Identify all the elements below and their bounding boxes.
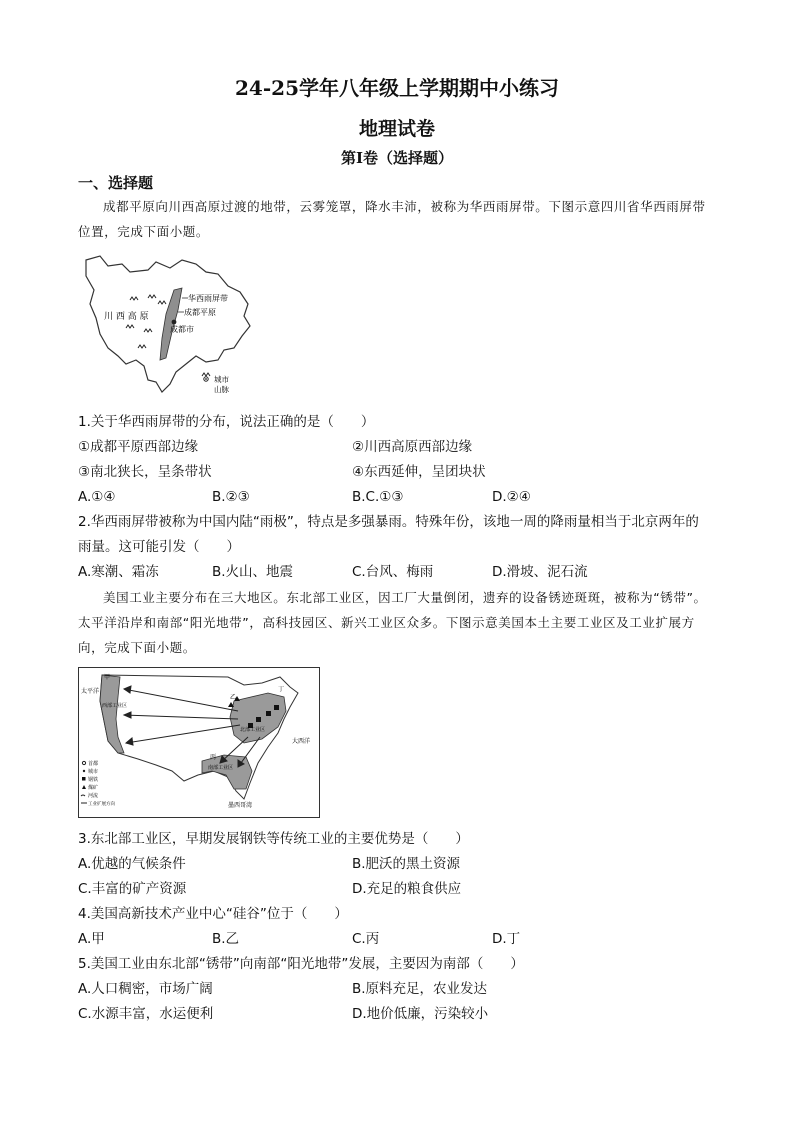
q5-options-row-2 (78, 1002, 728, 1027)
map2-label-yi: 乙 (230, 694, 237, 701)
passage-2: 美国工业主要分布在三大地区。东北部工业区，因工厂大量倒闭，遗弃的设备锈迹斑斑，被称为“锈带”。太平洋沿岸和南部“阳光地带”，高科技园区、新兴工业区众多。下图示意美国本土主要工业区及工业扩展方向，完成下面小题。 (78, 590, 707, 655)
q1-option-d[interactable]: D.②④ (492, 489, 531, 505)
q5-stem: 5.美国工业由东北部“锈带”向南部“阳光地带”发展，主要因为南部（ ） (78, 956, 524, 972)
map2-label-atlantic: 大西洋 (292, 738, 311, 745)
map2-legend-steel: 钢铁 (88, 777, 99, 783)
map2-label-jia: 甲 (104, 674, 111, 681)
q3-stem: 3.东北部工业区，早期发展钢铁等传统工业的主要优势是（ ） (78, 831, 469, 847)
q1-statement-row-1 (78, 435, 728, 460)
q1-statement-1: ①成都平原西部边缘 (78, 439, 199, 455)
usa-industry-map (78, 667, 320, 818)
map2-label-pacific: 太平洋 (81, 688, 100, 695)
q1-statement-2: ②川西高原西部边缘 (352, 439, 473, 455)
q4-option-d[interactable]: D.丁 (492, 931, 521, 947)
q3-options-row-1 (78, 852, 728, 877)
q3-option-c[interactable]: C.丰富的矿产资源 (78, 881, 187, 897)
q3-options-row-2 (78, 877, 728, 902)
section-heading: 一、选择题 (78, 174, 154, 192)
map2-legend-expansion: 工业扩展方向 (88, 802, 115, 807)
q5-option-b[interactable]: B.原料充足，农业发达 (352, 981, 488, 997)
chengdu-city-marker (172, 320, 177, 325)
map2-label-gulf: 墨西哥湾 (228, 802, 253, 809)
map2-legend-capital: 首都 (88, 761, 99, 767)
q4-stem: 4.美国高新技术产业中心“硅谷”位于（ ） (78, 906, 348, 922)
q2-option-c[interactable]: C.台风、梅雨 (352, 564, 434, 580)
q4-options (78, 927, 728, 952)
q1-options (78, 485, 728, 510)
sichuan-map (78, 252, 253, 398)
q5-option-d[interactable]: D.地价低廉，污染较小 (352, 1006, 489, 1022)
q5-option-c[interactable]: C.水源丰富，水运便利 (78, 1006, 214, 1022)
map2-legend-city: 城市 (88, 769, 99, 775)
passage-1: 成都平原向川西高原过渡的地带，云雾笼罩，降水丰沛，被称为华西雨屏带。下图示意四川省华西雨屏带位置，完成下面小题。 (78, 199, 706, 239)
map1-label-plain: 成都平原 (184, 308, 216, 317)
q1-stem: 1.关于华西雨屏带的分布，说法正确的是（ ） (78, 414, 375, 430)
q2-stem-line-2: 雨量。这可能引发（ ） (78, 539, 240, 555)
q3-option-b[interactable]: B.肥沃的黑土资源 (352, 856, 461, 872)
q2-option-a[interactable]: A.寒潮、霜冻 (78, 564, 159, 580)
q4-option-a[interactable]: A.甲 (78, 931, 105, 947)
map2-label-west: 西部工业区 (102, 703, 128, 709)
q2-option-b[interactable]: B.火山、地震 (212, 564, 294, 580)
exam-subject: 地理试卷 (358, 118, 435, 140)
map1-legend-city: 城市 (214, 375, 229, 384)
q2-option-d[interactable]: D.滑坡、泥石流 (492, 564, 588, 580)
exam-title: 24-25学年八年级上学期期中小练习 (235, 76, 559, 100)
q5-options-row-1 (78, 977, 728, 1002)
map2-legend-coal: 煤矿 (88, 785, 99, 791)
map2-label-north: 北部工业区 (240, 727, 266, 733)
exam-part: 第Ⅰ卷（选择题） (340, 149, 454, 167)
map1-label-belt: 华西雨屏带 (188, 294, 228, 303)
q5-option-a[interactable]: A.人口稠密，市场广阔 (78, 981, 213, 997)
map1-label-city: 成都市 (170, 325, 194, 334)
q1-option-c[interactable]: B.C.①③ (352, 489, 404, 505)
map2-legend-river: 河流 (88, 793, 99, 799)
q4-option-c[interactable]: C.丙 (352, 931, 380, 947)
q2-options (78, 560, 728, 585)
q1-option-a[interactable]: A.①④ (78, 489, 116, 505)
map2-label-bing: 丙 (210, 754, 217, 761)
q2-stem-line-1: 2.华西雨屏带被称为中国内陆“雨极”，特点是多强暴雨。特殊年份，该地一周的降雨量相当于北京两年的 (78, 514, 699, 530)
map2-label-south: 南部工业区 (208, 765, 234, 771)
q1-statement-row-2 (78, 460, 728, 485)
q1-statement-4: ④东西延伸，呈团块状 (352, 464, 486, 480)
q1-option-b[interactable]: B.②③ (212, 489, 250, 505)
q3-option-d[interactable]: D.充足的粮食供应 (352, 881, 462, 897)
map2-label-ding: 丁 (278, 686, 285, 693)
q4-option-b[interactable]: B.乙 (212, 931, 240, 947)
q1-statement-3: ③南北狭长，呈条带状 (78, 464, 212, 480)
map1-label-plateau: 川 西 高 原 (104, 312, 149, 322)
map1-legend-mountain: 山脉 (214, 385, 229, 394)
q3-option-a[interactable]: A.优越的气候条件 (78, 856, 186, 872)
